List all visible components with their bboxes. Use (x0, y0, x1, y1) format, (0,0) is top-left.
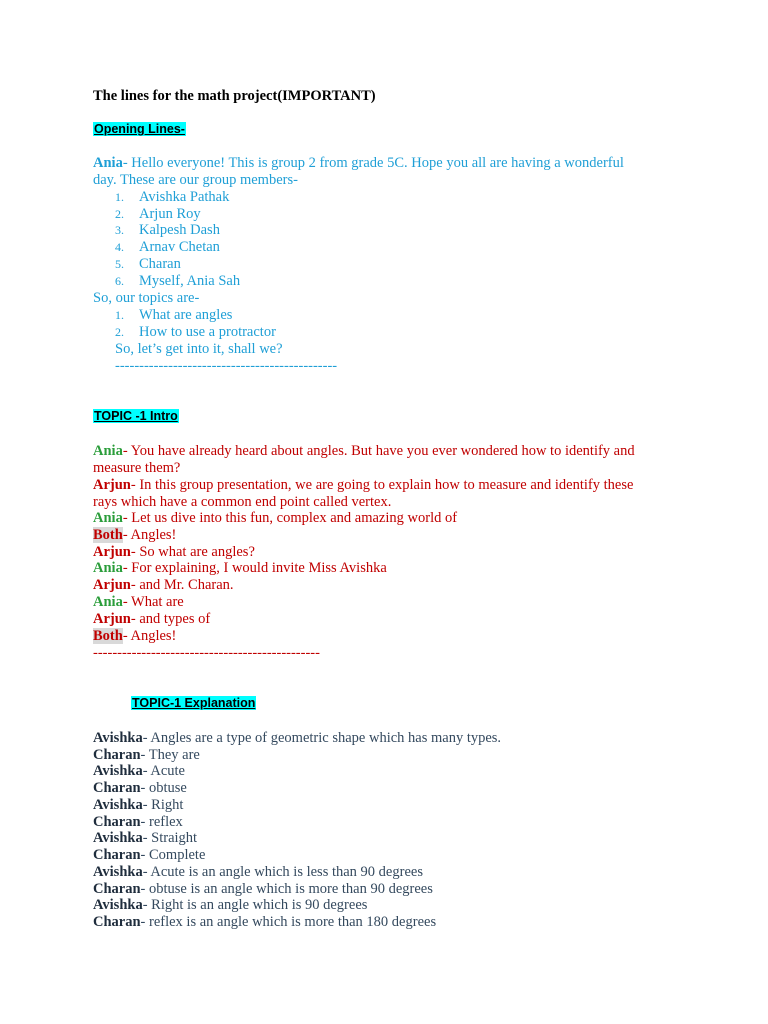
dialogue-line (93, 544, 255, 561)
member-item (115, 239, 220, 256)
dialogue-line (93, 611, 210, 628)
opening-intro-line2: day. These are our group members- (93, 172, 298, 188)
member-name: Avishka Pathak (139, 189, 230, 205)
dialogue-text: - reflex (140, 814, 183, 830)
speaker-name: Avishka (93, 797, 143, 813)
dialogue-line (93, 527, 176, 544)
dialogue-text: - Angles! (122, 628, 177, 644)
dialogue-text: - For explaining, I would invite Miss Avishka (122, 560, 387, 576)
topic1-explanation-heading-line (131, 695, 256, 712)
dialogue-line (93, 477, 633, 494)
dialogue-line (93, 577, 234, 594)
dialogue-text: - reflex is an angle which is more than 180 degrees (140, 914, 437, 930)
dialogue-line (93, 628, 176, 645)
member-item (115, 222, 220, 239)
speaker-name: Charan (93, 914, 141, 930)
topics-intro: So, our topics are- (93, 290, 200, 306)
topic1-intro-heading-line (93, 408, 179, 425)
topic-name: What are angles (139, 307, 233, 323)
speaker-name: Avishka (93, 763, 143, 779)
dialogue-text: - obtuse (140, 780, 187, 796)
dialogue-text: - and types of (130, 611, 211, 627)
topic1-explanation-heading: TOPIC-1 Explanation (132, 696, 256, 710)
dialogue-text: - In this group presentation, we are going to explain how to measure and identify these (130, 477, 634, 493)
opening-intro-text1: - Hello everyone! This is group 2 from grade 5C. Hope you all are having a wonderful (122, 155, 624, 171)
speaker-name: Charan (93, 780, 141, 796)
speaker-name: Both (93, 628, 123, 644)
list-number: 1. (115, 190, 124, 204)
speaker-name: Charan (93, 814, 141, 830)
speaker-name: Avishka (93, 730, 143, 746)
dialogue-line (93, 460, 180, 477)
dialogue-line (93, 797, 183, 814)
speaker-name: Charan (93, 747, 141, 763)
list-number: 4. (115, 240, 124, 254)
member-name: Myself, Ania Sah (139, 273, 241, 289)
topic-item (115, 324, 276, 341)
member-name: Kalpesh Dash (139, 222, 220, 238)
topic-item (115, 307, 232, 324)
dialogue-text: rays which have a common end point called vertex. (93, 494, 392, 510)
dialogue-text: - Right is an angle which is 90 degrees (142, 897, 368, 913)
dialogue-text: - obtuse is an angle which is more than 90 degrees (140, 881, 433, 897)
dialogue-line (93, 747, 200, 764)
dialogue-line (93, 594, 184, 611)
dialogue-text: - You have already heard about angles. But have you ever wondered how to identify and (122, 443, 635, 459)
dialogue-line (93, 510, 457, 527)
dialogue-line (93, 830, 197, 847)
speaker-name: Arjun (93, 611, 131, 627)
speaker-name: Arjun (93, 577, 131, 593)
speaker-name: Ania (93, 594, 123, 610)
member-name: Arnav Chetan (139, 239, 220, 255)
opening-closing: So, let’s get into it, shall we? (115, 341, 283, 357)
document-title: The lines for the math project(IMPORTANT) (93, 88, 376, 104)
speaker-name: Ania (93, 443, 123, 459)
dialogue-text: - Acute is an angle which is less than 90 degrees (142, 864, 423, 880)
topic1-intro-heading: TOPIC -1 Intro (94, 409, 178, 423)
dialogue-line (93, 914, 436, 931)
dialogue-line (93, 763, 185, 780)
member-item (115, 189, 229, 206)
dialogue-text: - Straight (142, 830, 198, 846)
dialogue-text: - Complete (140, 847, 206, 863)
speaker-name: Avishka (93, 897, 143, 913)
member-name: Charan (139, 256, 181, 272)
member-item (115, 206, 201, 223)
dialogue-line (93, 864, 423, 881)
dialogue-text: - Angles are a type of geometric shape which has many types. (142, 730, 502, 746)
member-item (115, 256, 181, 273)
speaker-name: Charan (93, 881, 141, 897)
opening-heading-line (93, 121, 186, 138)
list-number: 1. (115, 308, 124, 322)
dialogue-line (93, 494, 391, 511)
list-number: 2. (115, 207, 124, 221)
dialogue-line (93, 730, 501, 747)
speaker-name: Ania (93, 560, 123, 576)
dialogue-text: - So what are angles? (130, 544, 255, 560)
speaker-name: Ania (93, 510, 123, 526)
speaker-name: Both (93, 527, 123, 543)
dialogue-line (93, 847, 205, 864)
dialogue-line (93, 780, 187, 797)
opening-intro-line1 (93, 155, 624, 172)
speaker-name: Avishka (93, 830, 143, 846)
dialogue-text: - What are (122, 594, 184, 610)
member-name: Arjun Roy (139, 206, 201, 222)
divider: ---------------------------------------------- (115, 358, 338, 374)
divider: ----------------------------------------------- (93, 645, 320, 661)
dialogue-text: - Acute (142, 763, 185, 779)
dialogue-text: - Angles! (122, 527, 177, 543)
list-number: 5. (115, 257, 124, 271)
dialogue-line (93, 443, 635, 460)
list-number: 3. (115, 223, 124, 237)
dialogue-line (93, 560, 387, 577)
dialogue-text: measure them? (93, 460, 181, 476)
speaker-name: Arjun (93, 477, 131, 493)
topic-name: How to use a protractor (139, 324, 276, 340)
dialogue-text: - Right (142, 797, 184, 813)
member-item (115, 273, 240, 290)
dialogue-line (93, 881, 433, 898)
speaker-name: Avishka (93, 864, 143, 880)
list-number: 6. (115, 274, 124, 288)
dialogue-text: - They are (140, 747, 200, 763)
speaker-name: Charan (93, 847, 141, 863)
opening-heading: Opening Lines- (94, 122, 185, 136)
dialogue-line (93, 897, 367, 914)
dialogue-text: - Let us dive into this fun, complex and amazing world of (122, 510, 458, 526)
speaker-name: Arjun (93, 544, 131, 560)
speaker-ania: Ania (93, 155, 123, 171)
dialogue-text: - and Mr. Charan. (130, 577, 234, 593)
dialogue-line (93, 814, 183, 831)
list-number: 2. (115, 325, 124, 339)
